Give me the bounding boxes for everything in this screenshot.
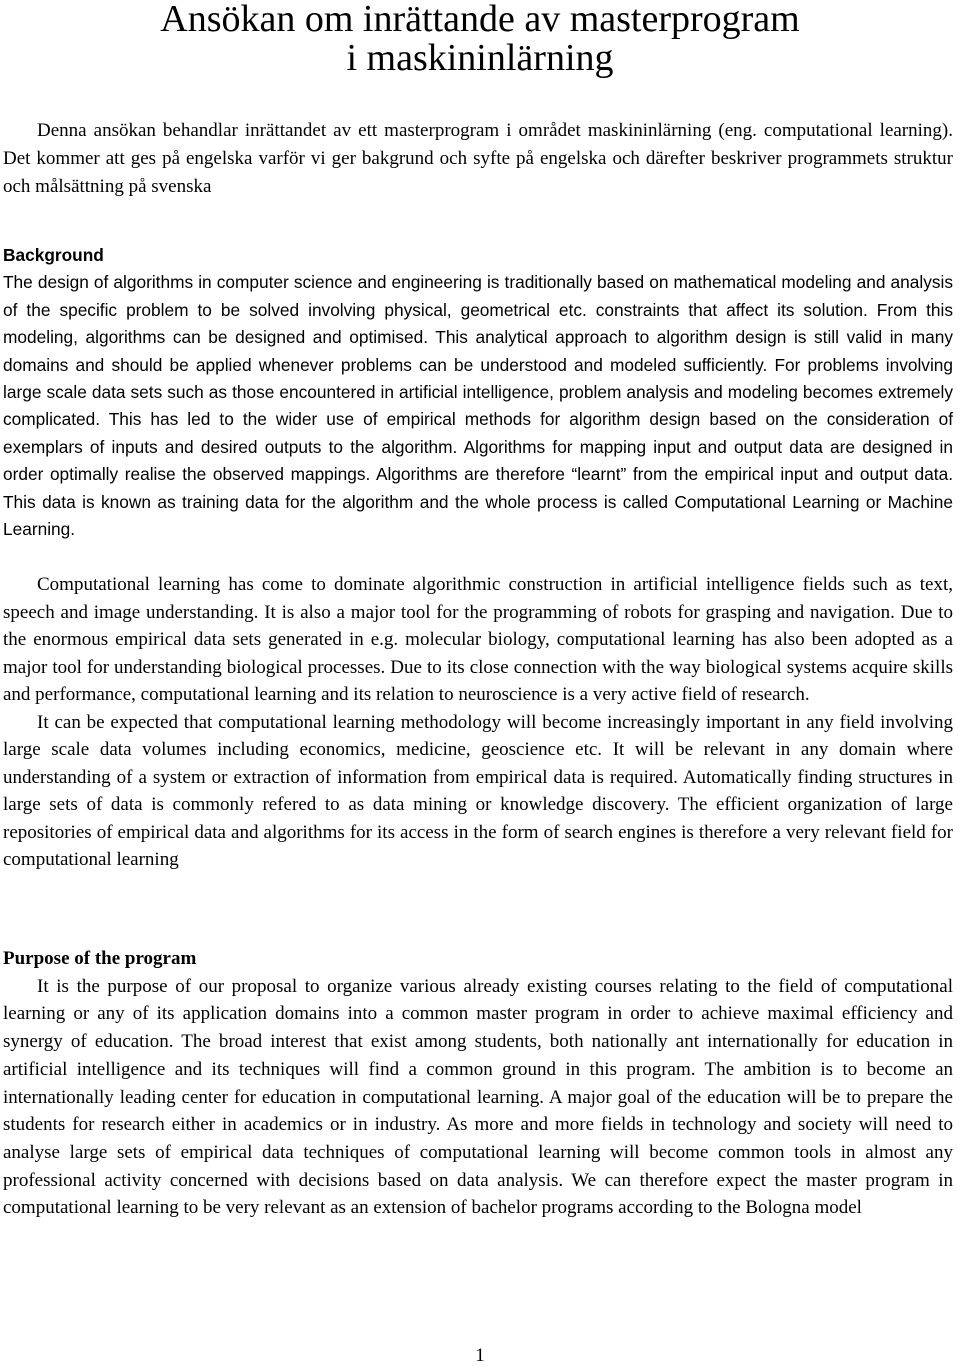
title-line-1: Ansökan om inrättande av masterprogram	[160, 0, 800, 40]
title-line-2: i maskininlärning	[346, 37, 614, 79]
document-title	[0, 0, 960, 78]
background-paragraph-3: It can be expected that computational learning methodology will become increasingly important in any field involving large scale data volumes including economics, medicine, geoscience etc. It will be relevant in any domain where understanding of a system or extraction of information from empirical data is required. Automatically finding structures in large sets of data is commonly refered to as data mining or knowledge discovery. The efficient organization of large repositories of empirical data and algorithms for its access in the form of search engines is therefore a very relevant field for computational learning	[3, 711, 953, 870]
purpose-heading: Purpose of the program	[3, 948, 197, 969]
intro-paragraph: Denna ansökan behandlar inrättandet av ett masterprogram i området maskininlärning (eng. computational learning). Det kommer att ges på engelska varför vi ger bakgrund och syfte på engelska och därefter beskriver programmets struktur och målsättning på svenska	[3, 120, 953, 197]
background-heading: Background	[3, 245, 104, 265]
purpose-paragraph: It is the purpose of our proposal to organize various already existing courses relating to the field of computational learning or any of its application domains into a common master program in order to achieve maximal efficiency and synergy of education. The broad interest that exist among students, both nationally ant internationally for education in artificial intelligence and its techniques will find a common ground in this program. The ambition is to become an internationally leading center for education in computational learning. A major goal of the education will be to prepare the students for research either in academics or in industry. As more and more fields in technology and society will need to analyse large sets of empirical data techniques of computational learning will become common tools in almost any professional activity concerned with decisions based on data analysis. We can therefore expect the master program in computational learning to be very relevant as an extension of bachelor programs according to the Bologna model	[3, 975, 953, 1219]
background-paragraph-2: Computational learning has come to dominate algorithmic construction in artificial intelligence fields such as text, speech and image understanding. It is also a major tool for the programming of robots for grasping and navigation. Due to the enormous empirical data sets generated in e.g. molecular biology, computational learning has also been adopted as a major tool for understanding biological processes. Due to its close connection with the way biological systems acquire skills and performance, computational learning and its relation to neuroscience is a very active field of research.	[3, 574, 953, 705]
purpose-section	[3, 945, 953, 1222]
intro-section	[3, 117, 953, 201]
background-continued	[3, 571, 953, 874]
background-paragraph-1: The design of algorithms in computer science and engineering is traditionally based on mathematical modeling and analysis of the specific problem to be solved involving physical, geometrical etc. constraints that affect its solution. From this modeling, algorithms can be designed and optimised. This analytical approach to algorithm design is still valid in many domains and should be applied whenever problems can be understood and modeled sufficiently. For problems involving large scale data sets such as those encountered in artificial intelligence, problem analysis and modeling becomes extremely complicated. This has led to the wider use of empirical methods for algorithm design based on the consideration of exemplars of inputs and desired outputs to the algorithm. Algorithms for mapping input and output data are designed in order optimally realise the observed mappings. Algorithms are therefore “learnt” from the empirical input and output data. This data is known as training data for the algorithm and the whole process is called Computational Learning or Machine Learning.	[3, 272, 953, 540]
background-section	[3, 242, 953, 543]
page-number: 1	[475, 1345, 485, 1366]
